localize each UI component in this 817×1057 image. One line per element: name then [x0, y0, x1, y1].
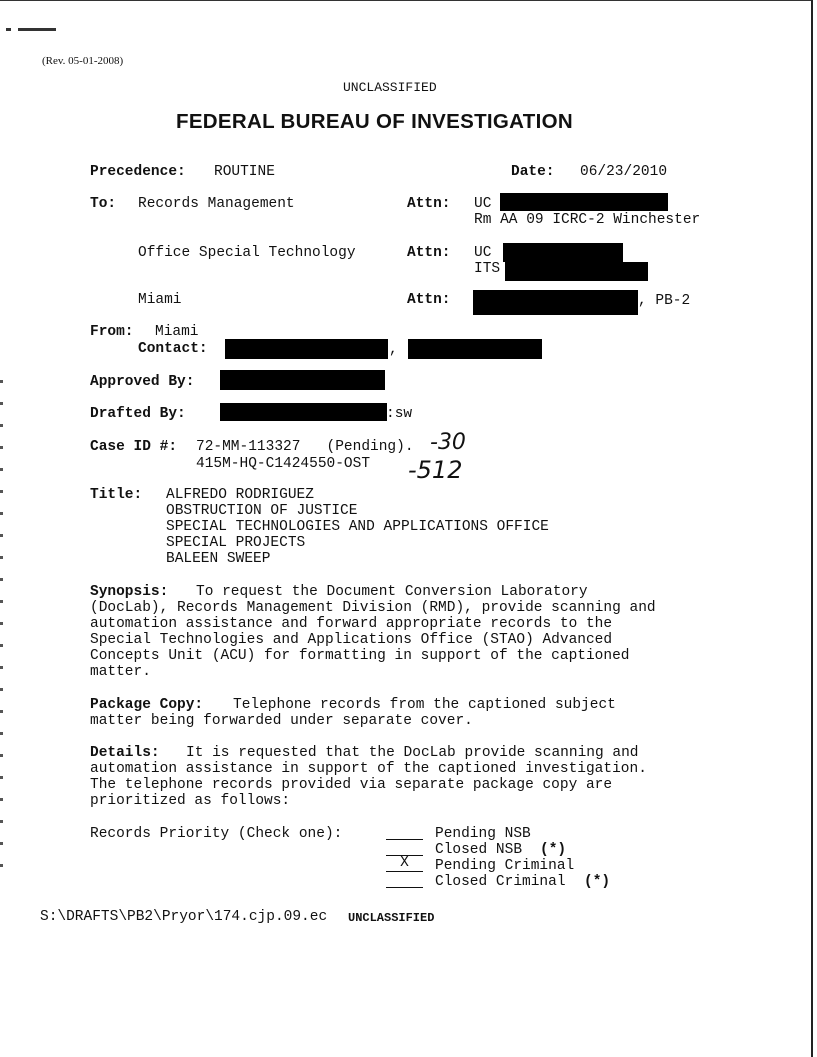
drafted-by-label: Drafted By: [90, 406, 186, 422]
package-copy-first-line: Telephone records from the captioned subject [233, 697, 616, 713]
to-miami: Miami [138, 292, 182, 308]
synopsis-line-5: Concepts Unit (ACU) for formatting in support of the captioned [90, 648, 630, 664]
from-value: Miami [155, 324, 199, 340]
attn-label-2: Attn: [407, 245, 451, 261]
redaction-approved-by [220, 370, 385, 390]
to-label: To: [90, 196, 117, 212]
priority-mark [386, 871, 423, 888]
synopsis-line-6: matter. [90, 664, 151, 680]
priority-mark: X [386, 855, 423, 872]
case-id-label: Case ID #: [90, 439, 178, 455]
precedence-value: ROUTINE [214, 164, 275, 180]
priority-mark [386, 823, 423, 840]
title-line-3: SPECIAL TECHNOLOGIES AND APPLICATIONS OFFICE [166, 519, 549, 535]
case-handwritten-512: -512 [408, 456, 463, 484]
scan-edge-right [811, 0, 813, 1057]
redaction-attn-2b [505, 262, 648, 281]
priority-option-label: Closed NSB [435, 842, 523, 858]
from-label: From: [90, 324, 134, 340]
date-value: 06/23/2010 [580, 164, 668, 180]
title-line-2: OBSTRUCTION OF JUSTICE [166, 503, 358, 519]
scan-mark-topleft [6, 28, 56, 31]
redaction-attn-3 [473, 290, 638, 315]
details-first-line: It is requested that the DocLab provide scanning and [186, 745, 639, 761]
title-line-1: ALFREDO RODRIGUEZ [166, 487, 314, 503]
redaction-contact-2 [408, 339, 542, 359]
details-line-4: prioritized as follows: [90, 793, 291, 809]
date-label: Date: [511, 164, 555, 180]
package-copy-label: Package Copy: [90, 697, 204, 713]
classification-top: UNCLASSIFIED [343, 80, 437, 95]
priority-option-label: Pending NSB [435, 826, 531, 842]
redaction-attn-1 [500, 193, 668, 211]
scan-edge-top [0, 0, 811, 1]
records-priority-label: Records Priority (Check one): [90, 826, 343, 842]
title-label: Title: [90, 487, 143, 503]
details-line-2: automation assistance in support of the captioned investigation. [90, 761, 647, 777]
package-copy-line-2: matter being forwarded under separate cover. [90, 713, 473, 729]
agency-heading: FEDERAL BUREAU OF INVESTIGATION [176, 110, 573, 133]
case-id-line2: 415M-HQ-C1424550-OST [196, 456, 371, 472]
drafted-by-suffix: :sw [386, 406, 413, 422]
synopsis-line-3: automation assistance and forward appropriate records to the [90, 616, 613, 632]
attn-1-line2: Rm AA 09 ICRC-2 Winchester [474, 212, 701, 228]
attn-2-line2: ITS [474, 261, 501, 277]
priority-option-star: (*) [584, 874, 611, 890]
footer-classification: UNCLASSIFIED [348, 911, 435, 925]
case-handwritten-30: -30 [430, 430, 466, 455]
details-line-3: The telephone records provided via separate package copy are [90, 777, 613, 793]
priority-option-label: Pending Criminal [435, 858, 575, 874]
priority-option-label: Closed Criminal [435, 874, 566, 890]
contact-label: Contact: [138, 341, 208, 357]
case-id-line1: 72-MM-113327 (Pending). [196, 439, 414, 455]
title-line-5: BALEEN SWEEP [166, 551, 271, 567]
priority-mark [386, 839, 423, 856]
redaction-drafted-by [220, 403, 387, 421]
priority-option-star: (*) [540, 842, 567, 858]
precedence-label: Precedence: [90, 164, 186, 180]
footer-file-path: S:\DRAFTS\PB2\Pryor\174.cjp.09.ec [40, 909, 328, 925]
revision-label: (Rev. 05-01-2008) [42, 55, 124, 67]
scan-speck-left [0, 380, 3, 880]
attn-1-line1: UC [474, 196, 492, 212]
synopsis-line-4: Special Technologies and Applications Office (STAO) Advanced [90, 632, 613, 648]
attn-label-1: Attn: [407, 196, 451, 212]
synopsis-first-line: To request the Document Conversion Laboratory [196, 584, 588, 600]
attn-3-suffix: , PB-2 [638, 293, 691, 309]
synopsis-label: Synopsis: [90, 584, 169, 600]
details-label: Details: [90, 745, 160, 761]
redaction-contact-1 [225, 339, 388, 359]
approved-by-label: Approved By: [90, 374, 195, 390]
contact-separator: , [389, 342, 398, 358]
to-records-management: Records Management [138, 196, 295, 212]
title-line-4: SPECIAL PROJECTS [166, 535, 306, 551]
to-office-special-technology: Office Special Technology [138, 245, 356, 261]
redaction-attn-2a [503, 243, 623, 262]
attn-2-line1: UC [474, 245, 492, 261]
synopsis-line-2: (DocLab), Records Management Division (RMD), provide scanning and [90, 600, 656, 616]
attn-label-3: Attn: [407, 292, 451, 308]
